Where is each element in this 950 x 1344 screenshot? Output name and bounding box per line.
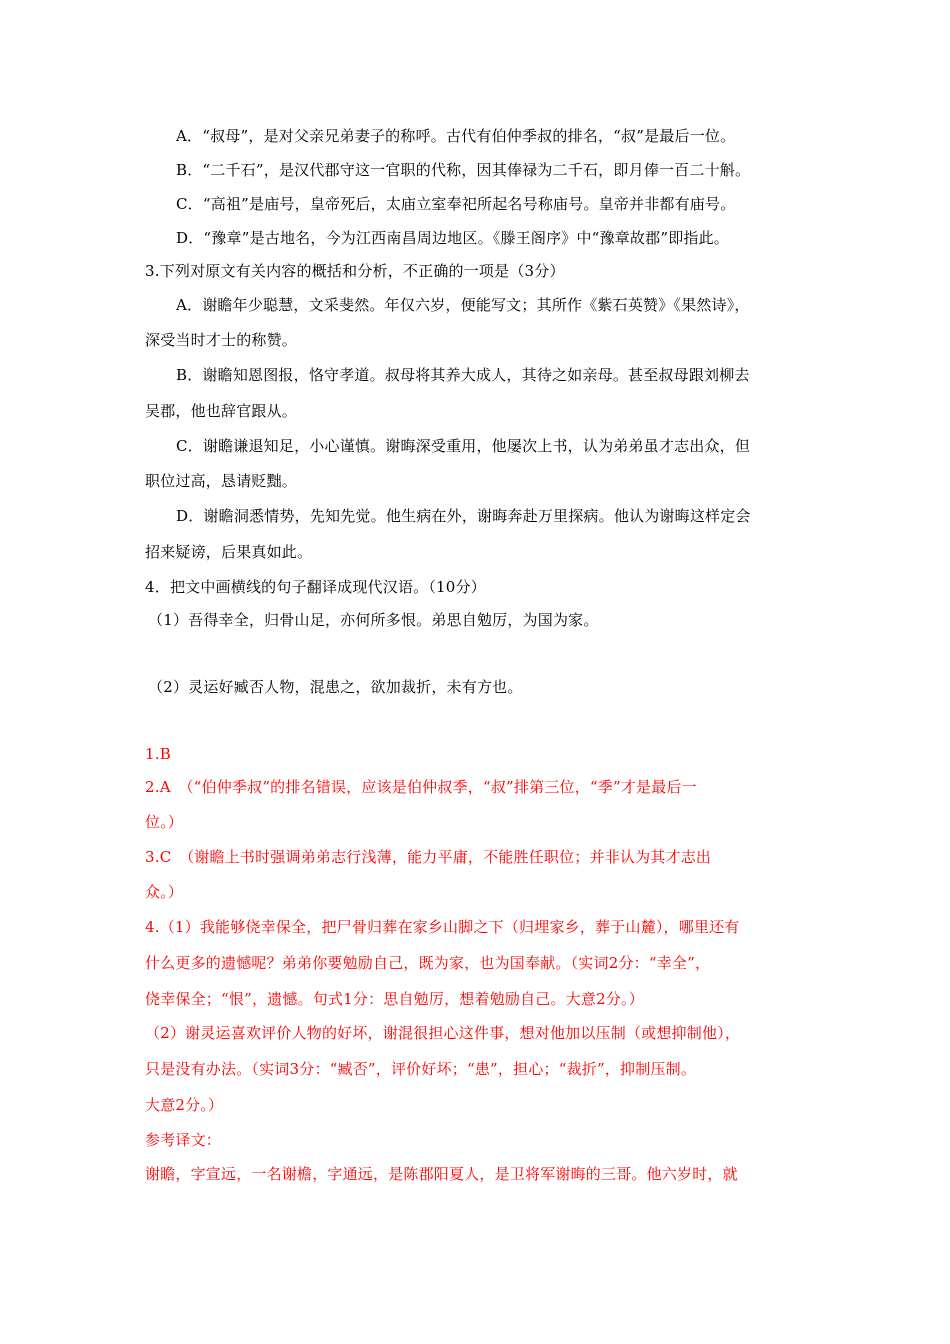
question3-option-d-line2: 招来疑谤，后果真如此。: [145, 543, 313, 561]
question3-option-d-line1: D．谢瞻洞悉情势，先知先觉。他生病在外，谢晦奔赴万里探病。他认为谢晦这样定会: [176, 507, 751, 525]
translation-heading: 参考译文：: [145, 1131, 222, 1149]
answer-4-line2: 什么更多的遗憾呢？弟弟你要勉励自己，既为家，也为国奉献。（实词2分：“幸全”，: [145, 954, 711, 972]
question4-item2: （2）灵运好臧否人物，混患之，欲加裁折，未有方也。: [148, 678, 523, 696]
question3-option-b-line1: B．谢瞻知恩图报，恪守孝道。叔母将其养大成人，其待之如亲母。甚至叔母跟刘柳去: [176, 366, 750, 384]
question3-stem: 3.下列对原文有关内容的概括和分析，不正确的一项是（3分）: [145, 262, 565, 280]
question3-option-b-line2: 吴郡，他也辞官跟从。: [145, 402, 298, 420]
answer-1: 1.B: [145, 745, 171, 763]
answer-4-line1: 4.（1）我能够侥幸保全，把尸骨归葬在家乡山脚之下（归埋家乡，葬于山麓），哪里还有: [145, 918, 740, 936]
answer-4-2-line1: （2）谢灵运喜欢评价人物的好坏，谢混很担心这件事，想对他加以压制（或想抑制他），: [145, 1024, 741, 1042]
answer-4-2-line3: 大意2分。）: [145, 1096, 224, 1114]
option-d: D．“豫章”是古地名，今为江西南昌周边地区。《滕王阁序》中“豫章故郡”即指此。: [176, 229, 730, 247]
answer-3-line1: 3.C （谢瞻上书时强调弟弟志行浅薄，能力平庸，不能胜任职位；并非认为其才志出: [145, 848, 712, 866]
question3-option-a-line1: A．谢瞻年少聪慧，文采斐然。年仅六岁，便能写文；其所作《紫石英赞》《果然诗》，: [176, 296, 750, 314]
question3-option-c-line2: 职位过高，恳请贬黜。: [145, 472, 298, 490]
answer-2-line2: 位。）: [145, 813, 184, 831]
option-c: C．“高祖”是庙号，皇帝死后，太庙立室奉祀所起名号称庙号。皇帝并非都有庙号。: [176, 195, 736, 213]
translation-line1: 谢瞻，字宣远，一名谢檐，字通远，是陈郡阳夏人，是卫将军谢晦的三哥。他六岁时，就: [145, 1165, 738, 1183]
question4-stem: 4．把文中画横线的句子翻译成现代汉语。（10分）: [145, 578, 486, 596]
option-a: A．“叔母”，是对父亲兄弟妻子的称呼。古代有伯仲季叔的排名，“叔”是最后一位。: [176, 127, 736, 145]
answer-3-line2: 众。）: [145, 883, 184, 901]
question3-option-a-line2: 深受当时才士的称赞。: [145, 331, 298, 349]
answer-4-2-line2: 只是没有办法。（实词3分：“臧否”，评价好坏；“患”，担心；“裁折”，抑制压制。: [145, 1060, 697, 1078]
answer-4-line3: 侥幸保全；“恨”，遗憾。句式1分：思自勉厉，想着勉励自己。大意2分。）: [145, 990, 644, 1008]
answer-2-line1: 2.A （“伯仲季叔”的排名错误，应该是伯仲叔季，“叔”排第三位，“季”才是最后一: [145, 778, 697, 796]
question3-option-c-line1: C．谢瞻谦退知足，小心谨慎。谢晦深受重用，他屡次上书，认为弟弟虽才志出众，但: [176, 437, 751, 455]
option-b: B．“二千石”，是汉代郡守这一官职的代称，因其俸禄为二千石，即月俸一百二十斛。: [176, 161, 751, 179]
question4-item1: （1）吾得幸全，归骨山足，亦何所多恨。弟思自勉厉，为国为家。: [148, 611, 599, 629]
